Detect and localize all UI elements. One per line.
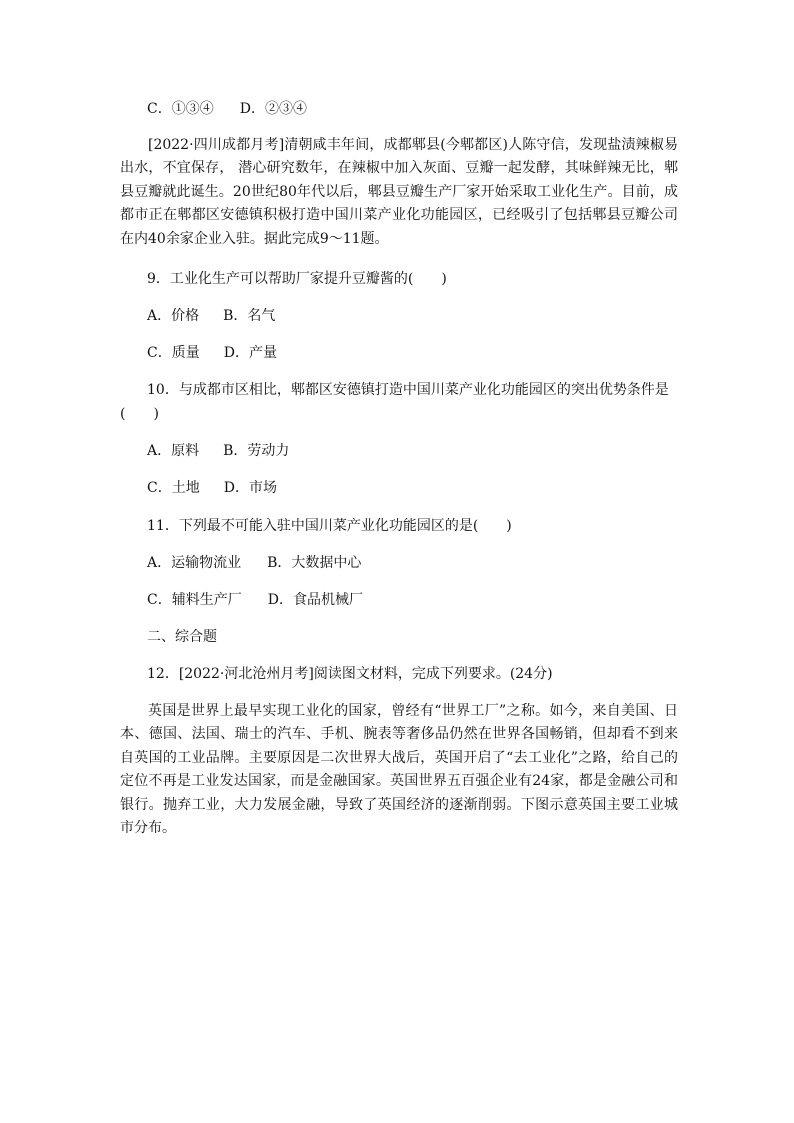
- question-10-options-cd: [147, 478, 277, 498]
- question-11-options-cd: [147, 590, 363, 610]
- question-9-options-cd: [147, 343, 277, 363]
- q10-option-d: D．市场: [223, 480, 277, 496]
- q10-option-b: B．劳动力: [223, 443, 290, 459]
- material-paragraph-9-11: [2022·四川成都月考]清朝咸丰年间，成都郫县(今郫都区)人陈守信，发现盐渍辣椒易出水，不宜保存， 潜心研究数年，在辣椒中加入灰面、豆瓣一起发酵，其味鲜辣无比，郫县豆瓣就此诞生。20世纪80年代以后，郫县豆瓣生产厂家开始采取工业化生产。目前，成都市正在郫都区安德镇积极打造中国川菜产业化功能园区，已经吸引了包括郫县豆瓣公司在内40余家企业入驻。据此完成9～11题。: [120, 137, 678, 247]
- question-10-stem-cont: ( ): [120, 406, 159, 422]
- q11-option-d: D．食品机械厂: [267, 592, 363, 608]
- q10-option-c: C．土地: [147, 480, 200, 496]
- option-d: D．②③④: [239, 101, 307, 117]
- question-12-material: 英国是世界上最早实现工业化的国家，曾经有“世界工厂”之称。如今，来自美国、日本、德国、法国、瑞士的汽车、手机、腕表等奢侈品仍然在世界各国畅销，但却看不到来自英国的工业品牌。主要原因是二次世界大战后，英国开启了“去工业化”之路，给自己的定位不再是工业发达国家，而是金融国家。英国世界五百强企业有24家，都是金融公司和银行。抛弃工业，大力发展金融，导致了英国经济的逐渐削弱。下图示意英国主要工业城市分布。: [120, 703, 678, 837]
- q9-option-c: C．质量: [147, 345, 200, 361]
- q11-option-b: B．大数据中心: [267, 555, 362, 571]
- q9-option-a: A．价格: [147, 308, 200, 324]
- question-9-stem: 9．工业化生产可以帮助厂家提升豆瓣酱的( ): [147, 271, 447, 287]
- q9-option-b: B．名气: [223, 308, 276, 324]
- q10-option-a: A．原料: [147, 443, 200, 459]
- q9-option-d: D．产量: [223, 345, 277, 361]
- prev-question-options-c-d: [147, 99, 307, 119]
- option-c: C．①③④: [147, 101, 214, 117]
- question-10-stem: 10．与成都市区相比，郫都区安德镇打造中国川菜产业化功能园区的突出优势条件是: [147, 382, 669, 398]
- question-10-options-ab: [147, 441, 289, 461]
- question-11-stem: 11．下列最不可能入驻中国川菜产业化功能园区的是( ): [147, 518, 512, 534]
- question-9-options-ab: [147, 306, 275, 326]
- question-12-stem: 12．[2022·河北沧州月考]阅读图文材料，完成下列要求。(24分): [147, 666, 553, 682]
- section-heading: 二、综合题: [147, 629, 217, 645]
- question-11-options-ab: [147, 553, 361, 573]
- q11-option-c: C．辅料生产厂: [147, 592, 242, 608]
- q11-option-a: A．运输物流业: [147, 555, 242, 571]
